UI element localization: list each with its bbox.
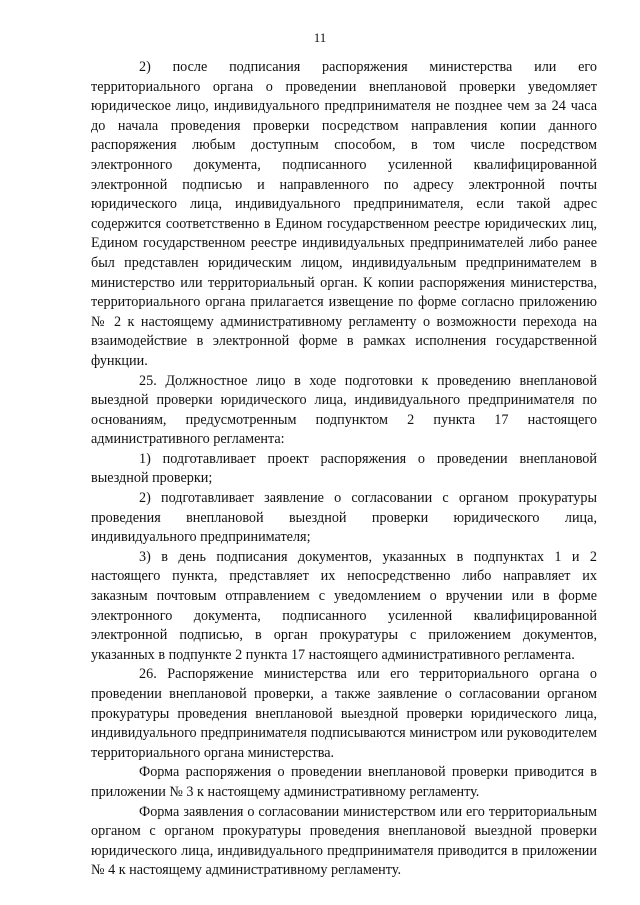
paragraph-25-item-2: 2) подготавливает заявление о согласовании с органом прокуратуры проведения внеплановой выездной проверки юридического лица, индивидуального предпринимателя; xyxy=(91,490,597,546)
page-number: 11 xyxy=(313,30,327,45)
paragraph-form-application: Форма заявления о согласовании министерством или его территориальным органом с органом прокуратуры проведения внеплановой выездной проверки юридического лица, индивидуального предпринимателя приводится в приложении № 4 к настоящему административному регламенту. xyxy=(91,803,597,879)
paragraph-25-item-3: 3) в день подписания документов, указанных в подпунктах 1 и 2 настоящего пункта, представляет их непосредственно либо направляет их заказным почтовым отправлением с уведомлением о вручении или в форме электронного документа, подписанного усиленной квалифицированной электронной подписью, в орган прокуратуры с приложением документов, указанных в подпункте 2 пункта 17 настоящего административного регламента. xyxy=(91,548,597,663)
paragraph-26: 26. Распоряжение министерства или его территориального органа о проведении внеплановой проверки, а также заявление о согласовании органом прокуратуры проведения внеплановой выездной проверки юридического лица, индивидуального предпринимателя подписываются министром или руководителем территориального органа министерства. xyxy=(91,666,597,761)
paragraph-25-item-1: 1) подготавливает проект распоряжения о проведении внеплановой выездной проверки; xyxy=(91,450,597,487)
paragraph-25: 25. Должностное лицо в ходе подготовки к проведению внеплановой выездной проверки юридического лица, индивидуального предпринимателя по основаниям, предусмотренным подпунктом 2 пункта 17 настоящего административного регламента: xyxy=(91,372,597,448)
paragraph-form-order: Форма распоряжения о проведении внеплановой проверки приводится в приложении № 3 к настоящему административному регламенту. xyxy=(91,764,597,800)
paragraph-item-2: 2) после подписания распоряжения министерства или его территориального органа о проведении внеплановой проверки уведомляет юридическое лицо, индивидуального предпринимателя не позднее чем за 24 часа до начала проведения проверки посредством направления копии данного распоряжения любым доступным способом, в том числе посредством электронного документа, подписанного усиленной квалифицированной электронной подписью и направленного по адресу электронной почты юридического лица, индивидуального предпринимателя, если такой адрес содержится соответственно в Едином государственном реестре юридических лиц, Едином государственном реестре индивидуальных предпринимателей либо ранее был представлен юридическим лицом, индивидуальным предпринимателем в министерство или территориальный орган. К копии распоряжения министерства, территориального органа прилагается извещение по форме согласно приложению № 2 к настоящему административному регламенту о возможности перехода на взаимодействие в электронной форме в рамках исполнения государственной функции. xyxy=(91,59,597,369)
document-body xyxy=(91,58,597,881)
